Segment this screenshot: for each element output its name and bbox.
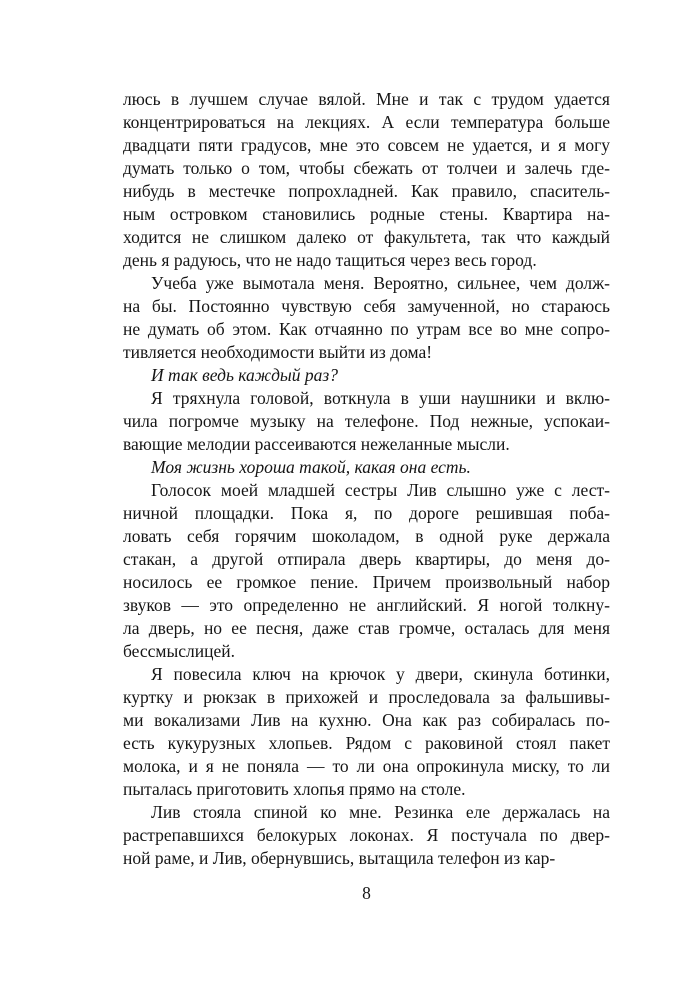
paragraph xyxy=(123,456,610,479)
text-line: И так ведь каждый раз? xyxy=(151,365,338,385)
text-line: ла дверь, но ее песня, даже став громче, осталась для меня xyxy=(123,618,610,638)
text-line: не думать об этом. Как отчаянно по утрам все во мне сопро- xyxy=(123,319,610,339)
text-line: двадцати пяти градусов, мне это совсем не удается, и я могу xyxy=(123,135,610,155)
text-line: молока, и я не поняла — то ли она опрокинула миску, то ли xyxy=(123,756,610,776)
text-line: Учеба уже вымотала меня. Вероятно, сильнее, чем долж- xyxy=(151,273,610,293)
text-line: тивляется необходимости выйти из дома! xyxy=(123,342,433,362)
text-line: ничной площадки. Пока я, по дороге решившая поба- xyxy=(123,503,610,523)
text-line: носилось ее громкое пение. Причем произвольный набор xyxy=(123,572,610,592)
text-line: куртку и рюкзак в прихожей и проследовала за фальшивы- xyxy=(123,687,610,707)
text-line: день я радуюсь, что не надо тащиться через весь город. xyxy=(123,250,537,270)
text-line: ходится не слишком далеко от факультета, так что каждый xyxy=(123,227,610,247)
text-line: Я тряхнула головой, воткнула в уши наушники и вклю- xyxy=(151,388,610,408)
paragraph xyxy=(123,663,610,801)
text-line: звуков — это определенно не английский. Я ногой толкну- xyxy=(123,595,610,615)
paragraph xyxy=(123,479,610,663)
text-line: Голосок моей младшей сестры Лив слышно уже с лест- xyxy=(151,480,610,500)
page-number: 8 xyxy=(362,883,371,903)
paragraph xyxy=(123,364,610,387)
text-line: думать только о том, чтобы сбежать от толчеи и залечь где- xyxy=(123,158,610,178)
text-line: есть кукурузных хлопьев. Рядом с раковиной стоял пакет xyxy=(123,733,610,753)
text-line: ной раме, и Лив, обернувшись, вытащила телефон из кар- xyxy=(123,848,556,868)
text-line: стакан, а другой отпирала дверь квартиры, до меня до- xyxy=(123,549,610,569)
text-line: люсь в лучшем случае вялой. Мне и так с трудом удается xyxy=(123,89,610,109)
text-line: Я повесила ключ на крючок у двери, скинула ботинки, xyxy=(151,664,610,684)
text-line: бессмыслицей. xyxy=(123,641,235,661)
paragraph xyxy=(123,387,610,456)
text-line: чила погромче музыку на телефоне. Под нежные, успокаи- xyxy=(123,411,610,431)
text-line: на бы. Постоянно чувствую себя замученной, но стараюсь xyxy=(123,296,610,316)
text-line: ми вокализами Лив на кухню. Она как раз собиралась по- xyxy=(123,710,610,730)
text-line: пыталась приготовить хлопья прямо на столе. xyxy=(123,779,466,799)
text-line: ным островком становились родные стены. Квартира на- xyxy=(123,204,610,224)
text-line: растрепавшихся белокурых локонах. Я постучала по двер- xyxy=(123,825,610,845)
text-line: Лив стояла спиной ко мне. Резинка еле держалась на xyxy=(151,802,610,822)
paragraph xyxy=(123,272,610,364)
text-line: концентрироваться на лекциях. А если температура больше xyxy=(123,112,610,132)
text-line: Моя жизнь хороша такой, какая она есть. xyxy=(151,457,471,477)
text-line: ловать себя горячим шоколадом, в одной руке держала xyxy=(123,526,610,546)
text-line: нибудь в местечке попрохладней. Как правило, спаситель- xyxy=(123,181,610,201)
text-block xyxy=(123,88,610,870)
paragraph xyxy=(123,801,610,870)
paragraph xyxy=(123,88,610,272)
text-line: вающие мелодии рассеиваются нежеланные мысли. xyxy=(123,434,510,454)
